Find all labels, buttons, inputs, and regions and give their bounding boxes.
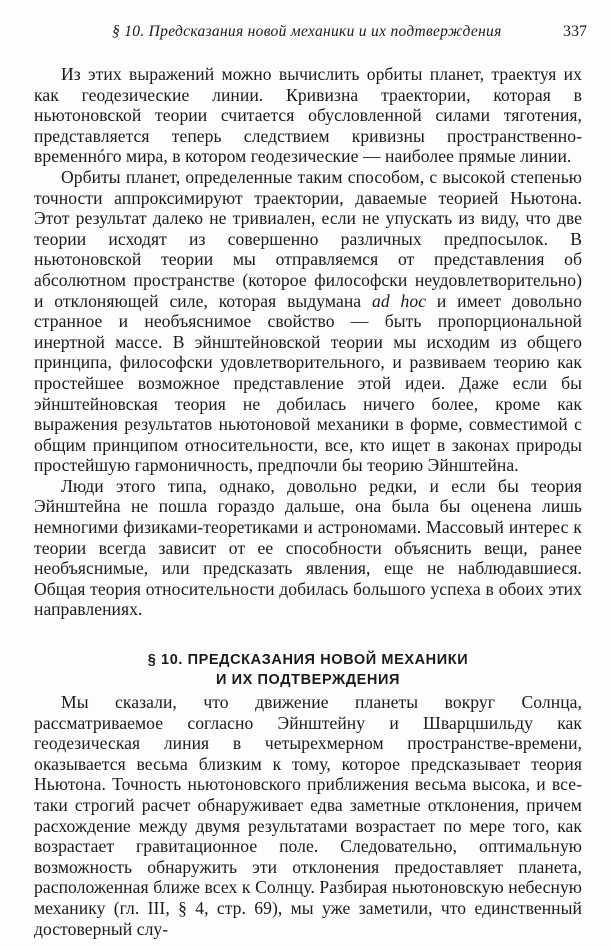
text-block-top	[34, 64, 582, 620]
section-heading	[34, 650, 582, 690]
text-block-bottom	[34, 692, 582, 939]
paragraph-3: Люди этого типа, однако, довольно редки, и если бы теория Эйнштейна не пошла гораздо дальше, она была бы оценена лишь немногими физиками-теоретиками и астрономами. Массовый интерес к теории всегда зависит от ее способности объяснить вещи, ранее необъяснимые, или предсказать явления, еще не наблюдавшиеся. Общая теория относительности добилась большого успеха в обоих этих направлениях.	[34, 475, 582, 620]
latin-phrase-ad-hoc: ad hoc	[371, 290, 427, 311]
running-header	[60, 23, 587, 45]
paragraph-2-part-1: Орбиты планет, определенные таким способом, с высокой степенью точности аппроксимируют траектории, даваемые теорией Ньютона. Этот результат далеко не тривиален, если не упускать из виду, что две теории исходят из совершенно различных предпосылок. В ньютоновской теории мы отправляемся от представления об абсолютном пространстве (которое философски неудовлетворительно) и отклоняющей силе, которая выдумана	[34, 166, 582, 311]
paragraph-2	[34, 167, 582, 476]
page-number: 337	[563, 23, 587, 40]
section-heading-line-2: И ИХ ПОДТВЕРЖДЕНИЯ	[215, 672, 401, 688]
paragraph-1: Из этих выражений можно вычислить орбиты планет, траектуя их как геодезические линии. Кривизна траектории, которая в ньютоновской теории считается обусловленной силами тяготения, представляется теперь следствием кривизны пространственно-временнóго мира, в котором геодезические — наиболее прямые линии.	[34, 64, 582, 167]
section-heading-line-1: § 10. ПРЕДСКАЗАНИЯ НОВОЙ МЕХАНИКИ	[147, 652, 469, 668]
running-header-title: § 10. Предсказания новой механики и их подтверждения	[112, 23, 502, 40]
paragraph-2-part-2: и имеет довольно странное и необъяснимое свойство — быть пропорциональной инертной массе. В эйнштейновской теории мы исходим из общего принципа, философски удовлетворительного, и развиваем теорию как простейшее возможное представление этой идеи. Даже если бы эйнштейновская теория не добилась ничего более, кроме как выражения результатов ньютоновой механики в форме, совместимой с общим принципом относительности, все, кто ищет в законах природы простейшую гармоничность, предпочли бы теорию Эйнштейна.	[34, 290, 582, 476]
paragraph-4: Мы сказали, что движение планеты вокруг Солнца, рассматриваемое согласно Эйнштейну и Шварцшильду как геодезическая линия в четырехмерном пространстве-времени, оказывается весьма близким к тому, которое предсказывает теория Ньютона. Точность ньютоновского приближения весьма высока, и все-таки строгий расчет обнаруживает едва заметные отклонения, причем расхождение между двумя результатами возрастает по мере того, как возрастает гравитационное поле. Следовательно, оптимальную возможность обнаружить эти отклонения предоставляет планета, расположенная ближе всех к Солнцу. Разбирая ньютоновскую небесную механику (гл. III, § 4, стр. 69), мы уже заметили, что единственный достоверный слу-	[34, 692, 582, 939]
